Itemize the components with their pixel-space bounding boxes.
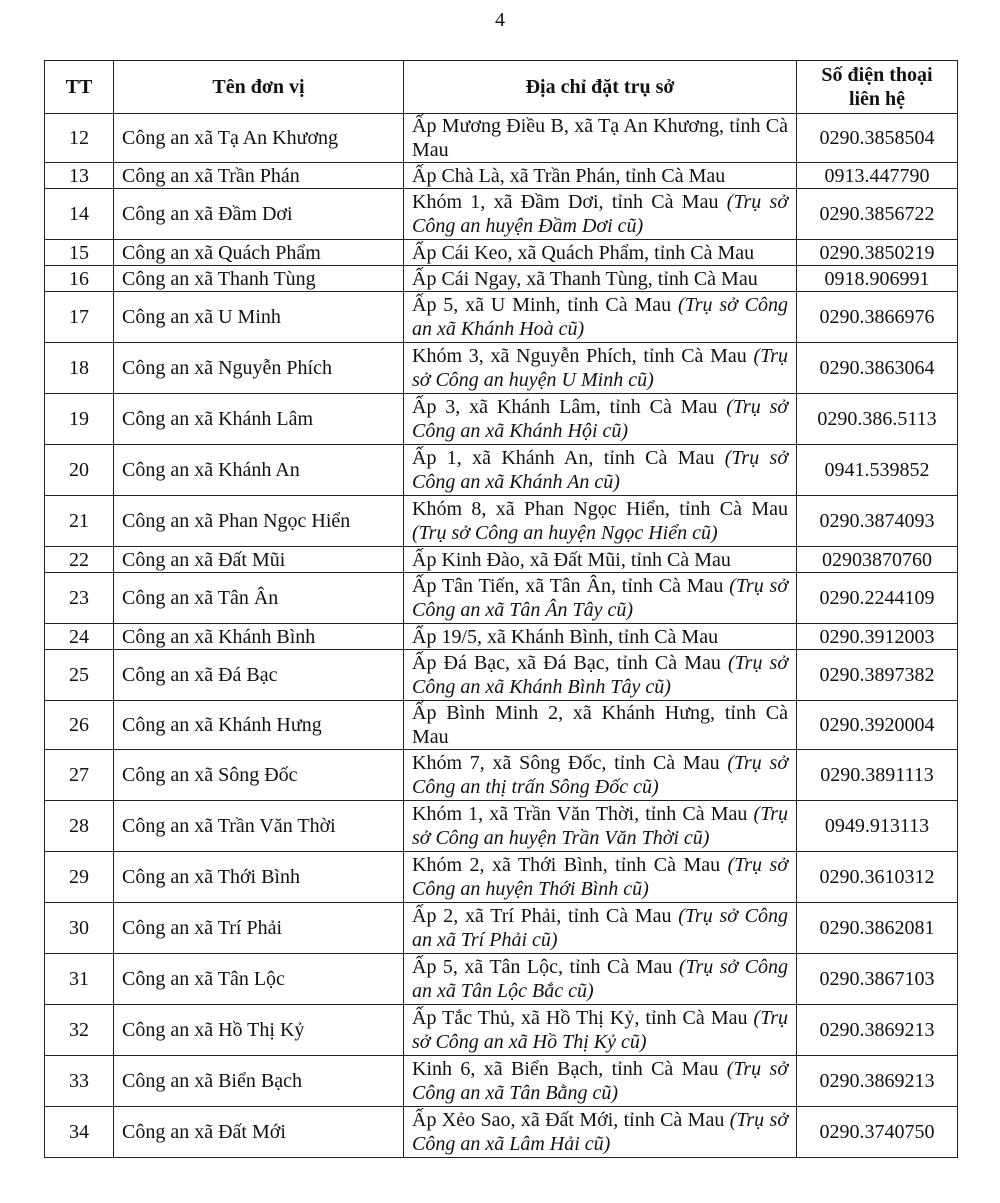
table-row bbox=[45, 292, 958, 343]
header-tt: TT bbox=[45, 61, 114, 114]
unit-name: Công an xã Khánh Bình bbox=[114, 624, 404, 650]
table-row bbox=[45, 750, 958, 801]
unit-phone: 0290.3867103 bbox=[797, 954, 958, 1005]
unit-address bbox=[404, 624, 797, 650]
unit-address bbox=[404, 547, 797, 573]
unit-name: Công an xã Khánh Hưng bbox=[114, 701, 404, 750]
address-text: Khóm 1, xã Đầm Dơi, tỉnh Cà Mau bbox=[412, 191, 719, 213]
unit-phone: 0290.3874093 bbox=[797, 496, 958, 547]
unit-phone: 0290.3850219 bbox=[797, 240, 958, 266]
unit-name: Công an xã Đất Mũi bbox=[114, 547, 404, 573]
unit-address bbox=[404, 954, 797, 1005]
unit-name: Công an xã Khánh An bbox=[114, 445, 404, 496]
address-text: Khóm 8, xã Phan Ngọc Hiển, tỉnh Cà Mau bbox=[412, 498, 788, 520]
address-text: Khóm 7, xã Sông Đốc, tỉnh Cà Mau bbox=[412, 752, 720, 774]
page-number: 4 bbox=[495, 9, 505, 31]
unit-phone: 0290.3858504 bbox=[797, 114, 958, 163]
unit-phone: 0918.906991 bbox=[797, 266, 958, 292]
address-text: Ấp Kinh Đào, xã Đất Mũi, tỉnh Cà Mau bbox=[412, 548, 731, 571]
table-row bbox=[45, 852, 958, 903]
unit-phone: 0290.3862081 bbox=[797, 903, 958, 954]
address-text: Ấp Tân Tiến, xã Tân Ân, tỉnh Cà Mau bbox=[412, 575, 724, 597]
address-text: Ấp Cái Keo, xã Quách Phẩm, tỉnh Cà Mau bbox=[412, 241, 755, 264]
row-number: 16 bbox=[45, 266, 114, 292]
table-row bbox=[45, 445, 958, 496]
row-number: 24 bbox=[45, 624, 114, 650]
table-row bbox=[45, 801, 958, 852]
unit-phone: 02903870760 bbox=[797, 547, 958, 573]
unit-address bbox=[404, 445, 797, 496]
address-note: (Trụ sở Công an huyện U Minh cũ) bbox=[412, 345, 789, 391]
unit-phone: 0941.539852 bbox=[797, 445, 958, 496]
row-number: 28 bbox=[45, 801, 114, 852]
row-number: 32 bbox=[45, 1005, 114, 1056]
address-text: Kinh 6, xã Biển Bạch, tỉnh Cà Mau bbox=[412, 1058, 719, 1080]
table-row bbox=[45, 189, 958, 240]
unit-name: Công an xã Tạ An Khương bbox=[114, 114, 404, 163]
unit-address bbox=[404, 801, 797, 852]
unit-phone: 0290.3863064 bbox=[797, 343, 958, 394]
unit-name: Công an xã Biển Bạch bbox=[114, 1056, 404, 1107]
table-row bbox=[45, 903, 958, 954]
table-row bbox=[45, 624, 958, 650]
police-units-table bbox=[44, 60, 958, 1158]
table-row bbox=[45, 701, 958, 750]
header-phone: Số điện thoại liên hệ bbox=[797, 61, 958, 114]
address-note: (Trụ sở Công an xã Tân Lộc Bắc cũ) bbox=[412, 956, 789, 1002]
unit-name: Công an xã Sông Đốc bbox=[114, 750, 404, 801]
row-number: 21 bbox=[45, 496, 114, 547]
unit-phone: 0290.3897382 bbox=[797, 650, 958, 701]
row-number: 26 bbox=[45, 701, 114, 750]
header-address: Địa chỉ đặt trụ sở bbox=[404, 61, 797, 114]
table-row bbox=[45, 1107, 958, 1158]
address-text: Khóm 3, xã Nguyễn Phích, tỉnh Cà Mau bbox=[412, 345, 747, 367]
address-note: (Trụ sở Công an xã Khánh Hoà cũ) bbox=[412, 294, 789, 340]
unit-address bbox=[404, 573, 797, 624]
address-text: Ấp Bình Minh 2, xã Khánh Hưng, tỉnh Cà Mau bbox=[412, 702, 788, 748]
address-note: (Trụ sở Công an thị trấn Sông Đốc cũ) bbox=[412, 752, 789, 798]
unit-name: Công an xã Quách Phẩm bbox=[114, 240, 404, 266]
address-text: Ấp 19/5, xã Khánh Bình, tỉnh Cà Mau bbox=[412, 625, 719, 648]
row-number: 12 bbox=[45, 114, 114, 163]
address-note: (Trụ sở Công an huyện Thới Bình cũ) bbox=[412, 854, 788, 900]
address-text: Ấp 5, xã U Minh, tỉnh Cà Mau bbox=[412, 294, 672, 316]
table-row bbox=[45, 650, 958, 701]
table-row bbox=[45, 240, 958, 266]
unit-address bbox=[404, 163, 797, 189]
address-text: Khóm 2, xã Thới Bình, tỉnh Cà Mau bbox=[412, 854, 721, 876]
unit-name: Công an xã Trần Phán bbox=[114, 163, 404, 189]
row-number: 27 bbox=[45, 750, 114, 801]
unit-name: Công an xã Trần Văn Thời bbox=[114, 801, 404, 852]
header-unit-name: Tên đơn vị bbox=[114, 61, 404, 114]
unit-address bbox=[404, 240, 797, 266]
table-row bbox=[45, 954, 958, 1005]
address-text: Ấp 3, xã Khánh Lâm, tỉnh Cà Mau bbox=[412, 396, 718, 418]
unit-phone: 0290.3866976 bbox=[797, 292, 958, 343]
unit-phone: 0290.3869213 bbox=[797, 1056, 958, 1107]
unit-address bbox=[404, 292, 797, 343]
unit-phone: 0290.3869213 bbox=[797, 1005, 958, 1056]
unit-address bbox=[404, 266, 797, 292]
address-note: (Trụ sở Công an xã Trí Phải cũ) bbox=[412, 905, 788, 951]
table-body bbox=[45, 114, 958, 1158]
row-number: 31 bbox=[45, 954, 114, 1005]
address-text: Ấp Tắc Thủ, xã Hồ Thị Kỷ, tỉnh Cà Mau bbox=[412, 1007, 748, 1029]
unit-phone: 0290.2244109 bbox=[797, 573, 958, 624]
address-text: Ấp 2, xã Trí Phải, tỉnh Cà Mau bbox=[412, 905, 672, 927]
unit-phone: 0290.3891113 bbox=[797, 750, 958, 801]
unit-address bbox=[404, 114, 797, 163]
address-text: Ấp Chà Là, xã Trần Phán, tỉnh Cà Mau bbox=[412, 164, 726, 187]
unit-phone: 0290.3856722 bbox=[797, 189, 958, 240]
table-row bbox=[45, 1056, 958, 1107]
unit-name: Công an xã Phan Ngọc Hiển bbox=[114, 496, 404, 547]
unit-address bbox=[404, 750, 797, 801]
address-text: Ấp 5, xã Tân Lộc, tỉnh Cà Mau bbox=[412, 956, 673, 978]
address-note: (Trụ sở Công an huyện Trần Văn Thời cũ) bbox=[412, 803, 789, 849]
address-text: Khóm 1, xã Trần Văn Thời, tỉnh Cà Mau bbox=[412, 803, 748, 825]
unit-name: Công an xã Đá Bạc bbox=[114, 650, 404, 701]
unit-name: Công an xã Trí Phải bbox=[114, 903, 404, 954]
unit-address bbox=[404, 903, 797, 954]
unit-name: Công an xã Thới Bình bbox=[114, 852, 404, 903]
unit-name: Công an xã Thanh Tùng bbox=[114, 266, 404, 292]
unit-address bbox=[404, 394, 797, 445]
row-number: 13 bbox=[45, 163, 114, 189]
unit-address bbox=[404, 189, 797, 240]
row-number: 25 bbox=[45, 650, 114, 701]
unit-name: Công an xã Nguyễn Phích bbox=[114, 343, 404, 394]
unit-name: Công an xã U Minh bbox=[114, 292, 404, 343]
unit-phone: 0290.386.5113 bbox=[797, 394, 958, 445]
address-note: (Trụ sở Công an xã Khánh An cũ) bbox=[412, 447, 788, 493]
unit-phone: 0290.3912003 bbox=[797, 624, 958, 650]
unit-address bbox=[404, 1107, 797, 1158]
unit-address bbox=[404, 701, 797, 750]
unit-address bbox=[404, 1056, 797, 1107]
row-number: 33 bbox=[45, 1056, 114, 1107]
unit-phone: 0913.447790 bbox=[797, 163, 958, 189]
unit-address bbox=[404, 496, 797, 547]
unit-name: Công an xã Khánh Lâm bbox=[114, 394, 404, 445]
table-row bbox=[45, 547, 958, 573]
table-row bbox=[45, 573, 958, 624]
address-text: Ấp 1, xã Khánh An, tỉnh Cà Mau bbox=[412, 447, 715, 469]
row-number: 20 bbox=[45, 445, 114, 496]
table-row bbox=[45, 394, 958, 445]
table-row bbox=[45, 496, 958, 547]
address-text: Ấp Đá Bạc, xã Đá Bạc, tỉnh Cà Mau bbox=[412, 652, 721, 674]
address-note: (Trụ sở Công an xã Khánh Bình Tây cũ) bbox=[412, 652, 788, 698]
address-note: (Trụ sở Công an huyện Đầm Dơi cũ) bbox=[412, 191, 789, 237]
address-text: Ấp Cái Ngay, xã Thanh Tùng, tỉnh Cà Mau bbox=[412, 267, 758, 290]
address-note: (Trụ sở Công an xã Tân Ân Tây cũ) bbox=[412, 575, 788, 621]
address-note: (Trụ sở Công an xã Hồ Thị Kỷ cũ) bbox=[412, 1007, 788, 1053]
address-note: (Trụ sở Công an xã Tân Bằng cũ) bbox=[412, 1058, 789, 1104]
row-number: 14 bbox=[45, 189, 114, 240]
row-number: 22 bbox=[45, 547, 114, 573]
address-text: Ấp Mương Điều B, xã Tạ An Khương, tỉnh Cà Mau bbox=[412, 115, 788, 161]
unit-name: Công an xã Tân Lộc bbox=[114, 954, 404, 1005]
table-row bbox=[45, 343, 958, 394]
row-number: 19 bbox=[45, 394, 114, 445]
unit-name: Công an xã Đầm Dơi bbox=[114, 189, 404, 240]
unit-address bbox=[404, 650, 797, 701]
unit-phone: 0949.913113 bbox=[797, 801, 958, 852]
table-row bbox=[45, 114, 958, 163]
address-note: (Trụ sở Công an xã Khánh Hội cũ) bbox=[412, 396, 789, 442]
table-row bbox=[45, 163, 958, 189]
table-header-row bbox=[45, 61, 958, 114]
row-number: 17 bbox=[45, 292, 114, 343]
row-number: 34 bbox=[45, 1107, 114, 1158]
row-number: 18 bbox=[45, 343, 114, 394]
unit-address bbox=[404, 343, 797, 394]
unit-phone: 0290.3920004 bbox=[797, 701, 958, 750]
address-note: (Trụ sở Công an xã Lâm Hải cũ) bbox=[412, 1109, 789, 1155]
unit-name: Công an xã Tân Ân bbox=[114, 573, 404, 624]
address-note: (Trụ sở Công an huyện Ngọc Hiển cũ) bbox=[412, 522, 718, 544]
unit-phone: 0290.3740750 bbox=[797, 1107, 958, 1158]
unit-phone: 0290.3610312 bbox=[797, 852, 958, 903]
table-row bbox=[45, 1005, 958, 1056]
row-number: 30 bbox=[45, 903, 114, 954]
unit-name: Công an xã Hồ Thị Kỷ bbox=[114, 1005, 404, 1056]
address-text: Ấp Xẻo Sao, xã Đất Mới, tỉnh Cà Mau bbox=[412, 1109, 725, 1131]
unit-address bbox=[404, 852, 797, 903]
unit-address bbox=[404, 1005, 797, 1056]
row-number: 29 bbox=[45, 852, 114, 903]
row-number: 15 bbox=[45, 240, 114, 266]
unit-name: Công an xã Đất Mới bbox=[114, 1107, 404, 1158]
row-number: 23 bbox=[45, 573, 114, 624]
table-row bbox=[45, 266, 958, 292]
